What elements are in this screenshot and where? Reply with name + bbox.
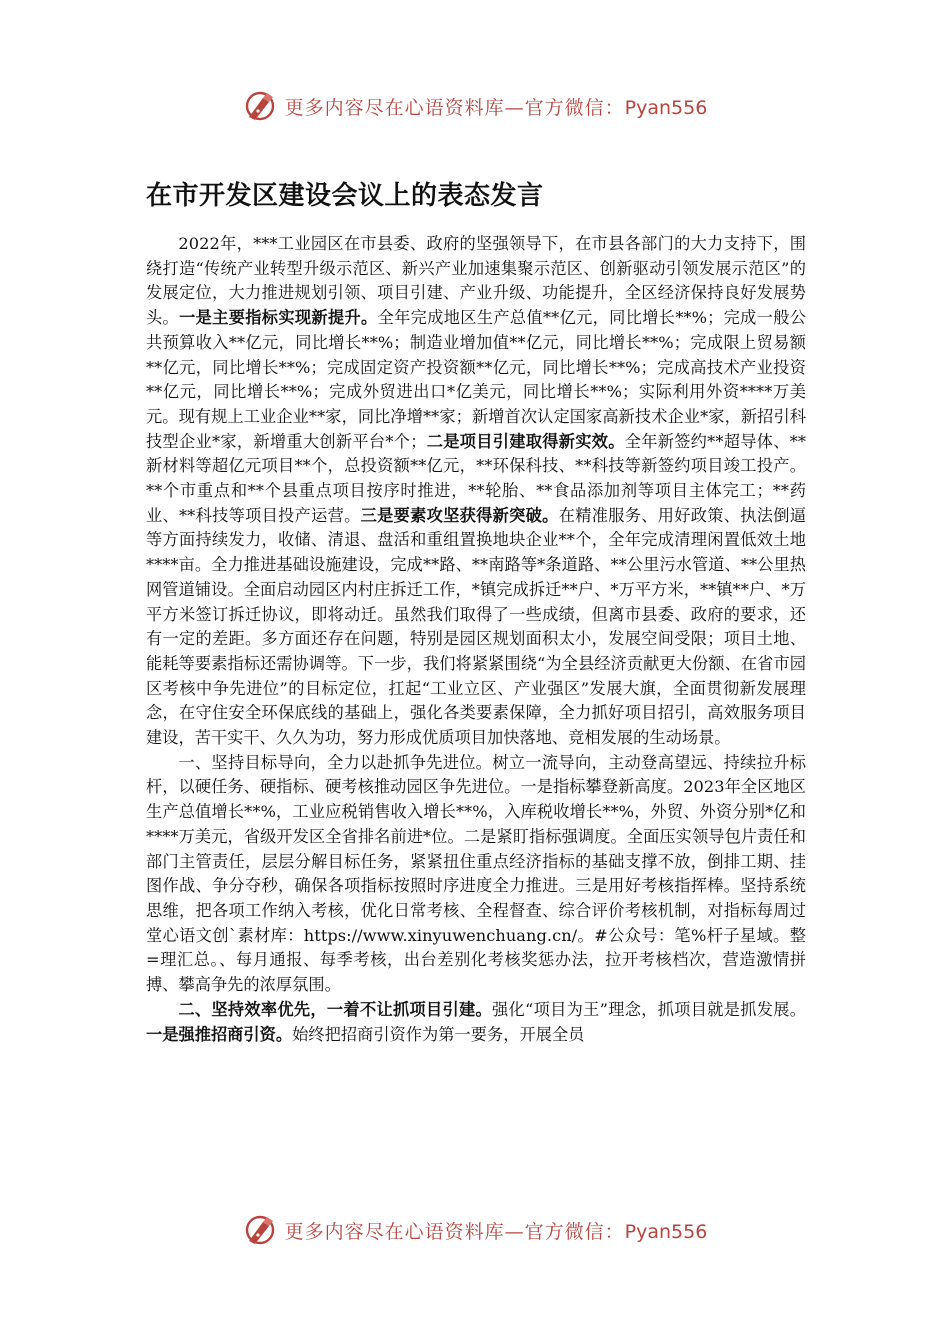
paragraph-efficiency: 二、坚持效率优先，一着不让抓项目引建。强化“项目为王”理念，抓项目就是抓发展。一是强推招商引资。始终把招商引资作为第一要务，开展全员 xyxy=(146,999,806,1044)
wechat-id: Pyan556 xyxy=(624,1220,708,1243)
wechat-id: Pyan556 xyxy=(624,96,708,119)
pen-nib-logo-icon xyxy=(243,89,277,123)
paragraph-goal-orientation: 一、坚持目标导向，全力以赴抓争先进位。树立一流导向，主动登高望远、持续拉升标杆，以硬任务、硬指标、硬考核推动园区争先进位。一是指标攀登新高度。2023年全区地区生产总值增长**%，工业应税销售收入增长**%，入库税收增长**%，外贸、外资分别*亿和****万美元，省级开发区全省排名前进*位。二是紧盯指标强调度。全面压实领导包片责任和部门主管责任，层层分解目标任务，紧紧扭住重点经济指标的基础支撑不放，倒排工期、挂图作战、争分夺秒，确保各项指标按照时序进度全力推进。三是用好考核指挥棒。坚持系统思维，把各项工作纳入考核，优化日常考核、全程督查、综合评价考核机制，对指标每周过堂心语文创`素材库：https://www.xinyuwenchuang.cn/。#公众号：笔%杆子星域。整=理汇总。、每月通报、每季考核，出台差别化考核奖惩办法，拉开考核档次，营造激情拼搏、攀高争先的浓厚氛围。 xyxy=(146,752,806,995)
paragraph-summary: 2022年，***工业园区在市县委、政府的坚强领导下，在市县各部门的大力支持下，围绕打造“传统产业转型升级示范区、新兴产业加速集聚示范区、创新驱动引领发展示范区”的发展定位，大力推进规划引领、项目引建、产业升级、功能提升，全区经济保持良好发展势头。一是主要指标实现新提升。全年完成地区生产总值**亿元，同比增长**%；完成一般公共预算收入**亿元，同比增长**%；制造业增加值**亿元，同比增长**%；完成限上贸易额**亿元，同比增长**%；完成固定资产投资额**亿元，同比增长**%；完成高技术产业投资**亿元，同比增长**%；完成外贸进出口*亿美元，同比增长**%；实际利用外资****万美元。现有规上工业企业**家，同比净增**家；新增首次认定国家高新技术企业*家，新招引科技型企业*家，新增重大创新平台*个；二是项目引建取得新实效。全年新签约**超导体、**新材料等超亿元项目**个，总投资额**亿元，**环保科技、**科技等新签约项目竣工投产。**个市重点和**个县重点项目按序时推进，**轮胎、**食品添加剂等项目主体完工；**药业、**科技等项目投产运营。三是要素攻坚获得新突破。在精准服务、用好政策、执法倒逼等方面持续发力，收储、清退、盘活和重组置换地块企业**个，全年完成清理闲置低效土地****亩。全力推进基础设施建设，完成**路、**南路等*条道路、**公里污水管道、**公里热网管道铺设。全面启动园区内村庄拆迁工作，*镇完成拆迁**户、*万平方米，**镇**户、*万平方米签订拆迁协议，即将动迁。虽然我们取得了一些成绩，但离市县委、政府的要求，还有一定的差距。多方面还存在问题，特别是园区规划面积太小，发展空间受限；项目土地、能耗等要素指标还需协调等。下一步，我们将紧紧围绕“为全县经济贡献更大份额、在省市园区考核中争先进位”的目标定位，扛起“工业立区、产业强区”发展大旗，全面贯彻新发展理念，在守住安全环保底线的基础上，强化各类要素保障，全力抓好项目招引，高效服务项目建设，苦干实干、久久为功，努力形成优质项目加快落地、竞相发展的生动场景。 xyxy=(146,234,806,748)
header-banner xyxy=(0,86,950,126)
banner-text: 更多内容尽在心语资料库—官方微信：Pyan556 xyxy=(284,1220,708,1243)
footer-banner xyxy=(0,1210,950,1250)
banner-text: 更多内容尽在心语资料库—官方微信：Pyan556 xyxy=(284,96,708,119)
document-body xyxy=(146,232,806,1047)
document-title: 在市开发区建设会议上的表态发言 xyxy=(146,181,544,211)
pen-nib-logo-icon xyxy=(243,1213,277,1247)
